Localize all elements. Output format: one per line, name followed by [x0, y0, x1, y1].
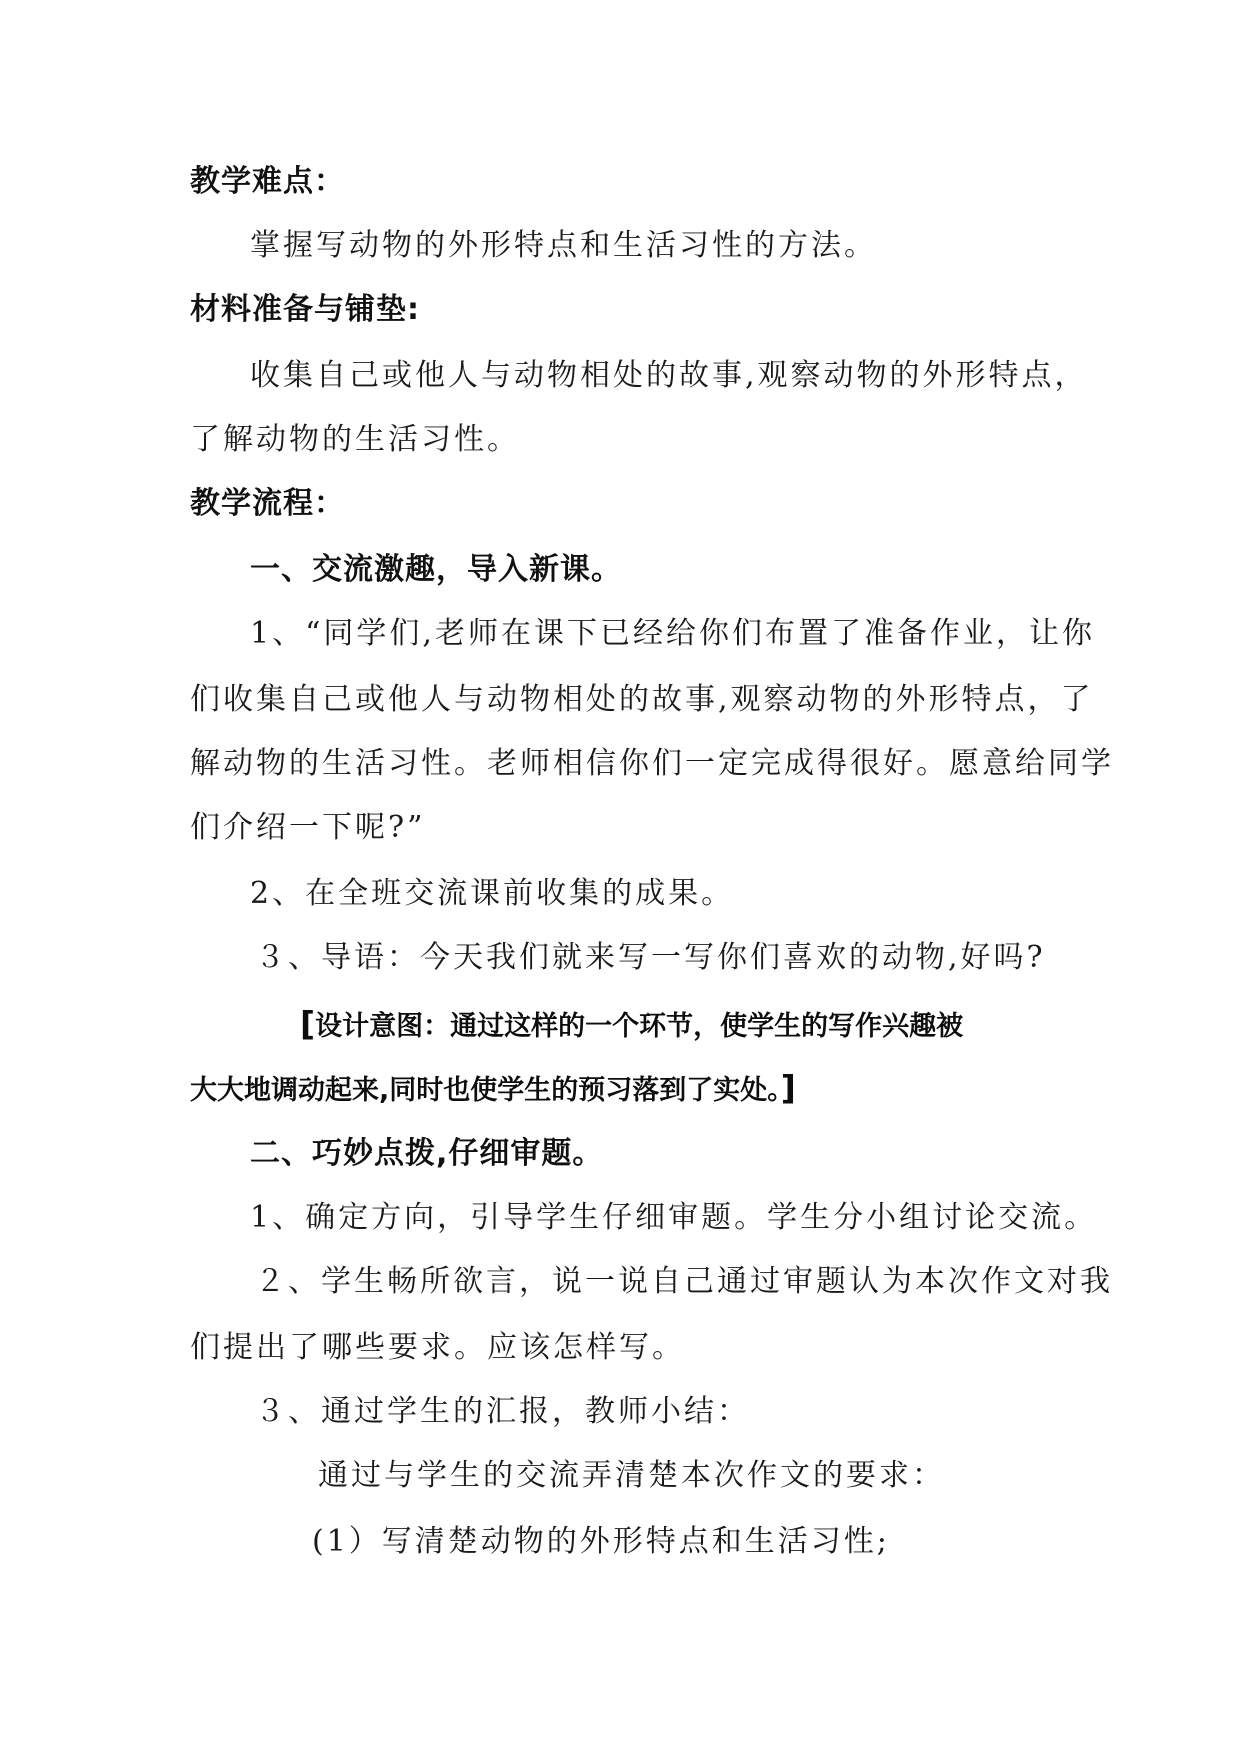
- section-1-title: 一、交流激趣，导入新课。: [250, 552, 622, 587]
- s1-item-2: 2、在全班交流课前收集的成果。: [250, 876, 735, 911]
- s1-item-1-line-4: 们介绍一下呢?”: [190, 810, 426, 845]
- s2-item-2-line-1: ２、学生畅所欲言，说一说自己通过审题认为本次作文对我: [255, 1264, 1113, 1299]
- difficulty-text: 掌握写动物的外形特点和生活习性的方法。: [250, 228, 877, 263]
- heading-materials: 材料准备与铺垫:: [190, 292, 420, 327]
- s1-item-1-line-3: 解动物的生活习性。老师相信你们一定完成得很好。愿意给同学: [190, 746, 1114, 781]
- s2-item-2-line-2: 们提出了哪些要求。应该怎样写。: [190, 1330, 685, 1365]
- s1-item-1-line-2: 们收集自己或他人与动物相处的故事,观察动物的外形特点，了: [190, 682, 1094, 717]
- materials-text-line-2: 了解动物的生活习性。: [190, 422, 520, 457]
- s1-item-1-line-1: 1、“同学们,老师在课下已经给你们布置了准备作业，让你: [250, 616, 1095, 651]
- design-intent-line-2: [190, 1068, 796, 1111]
- heading-teaching-difficulty: 教学难点：: [190, 164, 345, 199]
- materials-text-line-1: 收集自己或他人与动物相处的故事,观察动物的外形特点，: [250, 358, 1088, 393]
- s2-item-3: ３、通过学生的汇报，教师小结：: [255, 1394, 750, 1429]
- design-intent-text-1: 设计意图：通过这样的一个环节，使学生的写作兴趣被: [315, 1011, 964, 1042]
- summary-intro: 通过与学生的交流弄清楚本次作文的要求：: [318, 1458, 945, 1493]
- section-2-title: 二、巧妙点拨,仔细审题。: [250, 1136, 604, 1171]
- open-bracket: [: [300, 1004, 316, 1043]
- requirement-1: (1）写清楚动物的外形特点和生活习性;: [312, 1524, 890, 1559]
- s1-item-3: ３、导语：今天我们就来写一写你们喜欢的动物,好吗?: [255, 940, 1046, 975]
- s2-item-1: 1、确定方向，引导学生仔细审题。学生分小组讨论交流。: [250, 1200, 1098, 1235]
- heading-teaching-flow: 教学流程：: [190, 486, 345, 521]
- design-intent-line-1: [300, 1004, 963, 1047]
- design-intent-text-2: 大大地调动起来,同时也使学生的预习落到了实处。: [190, 1075, 781, 1106]
- close-bracket: ]: [780, 1068, 796, 1107]
